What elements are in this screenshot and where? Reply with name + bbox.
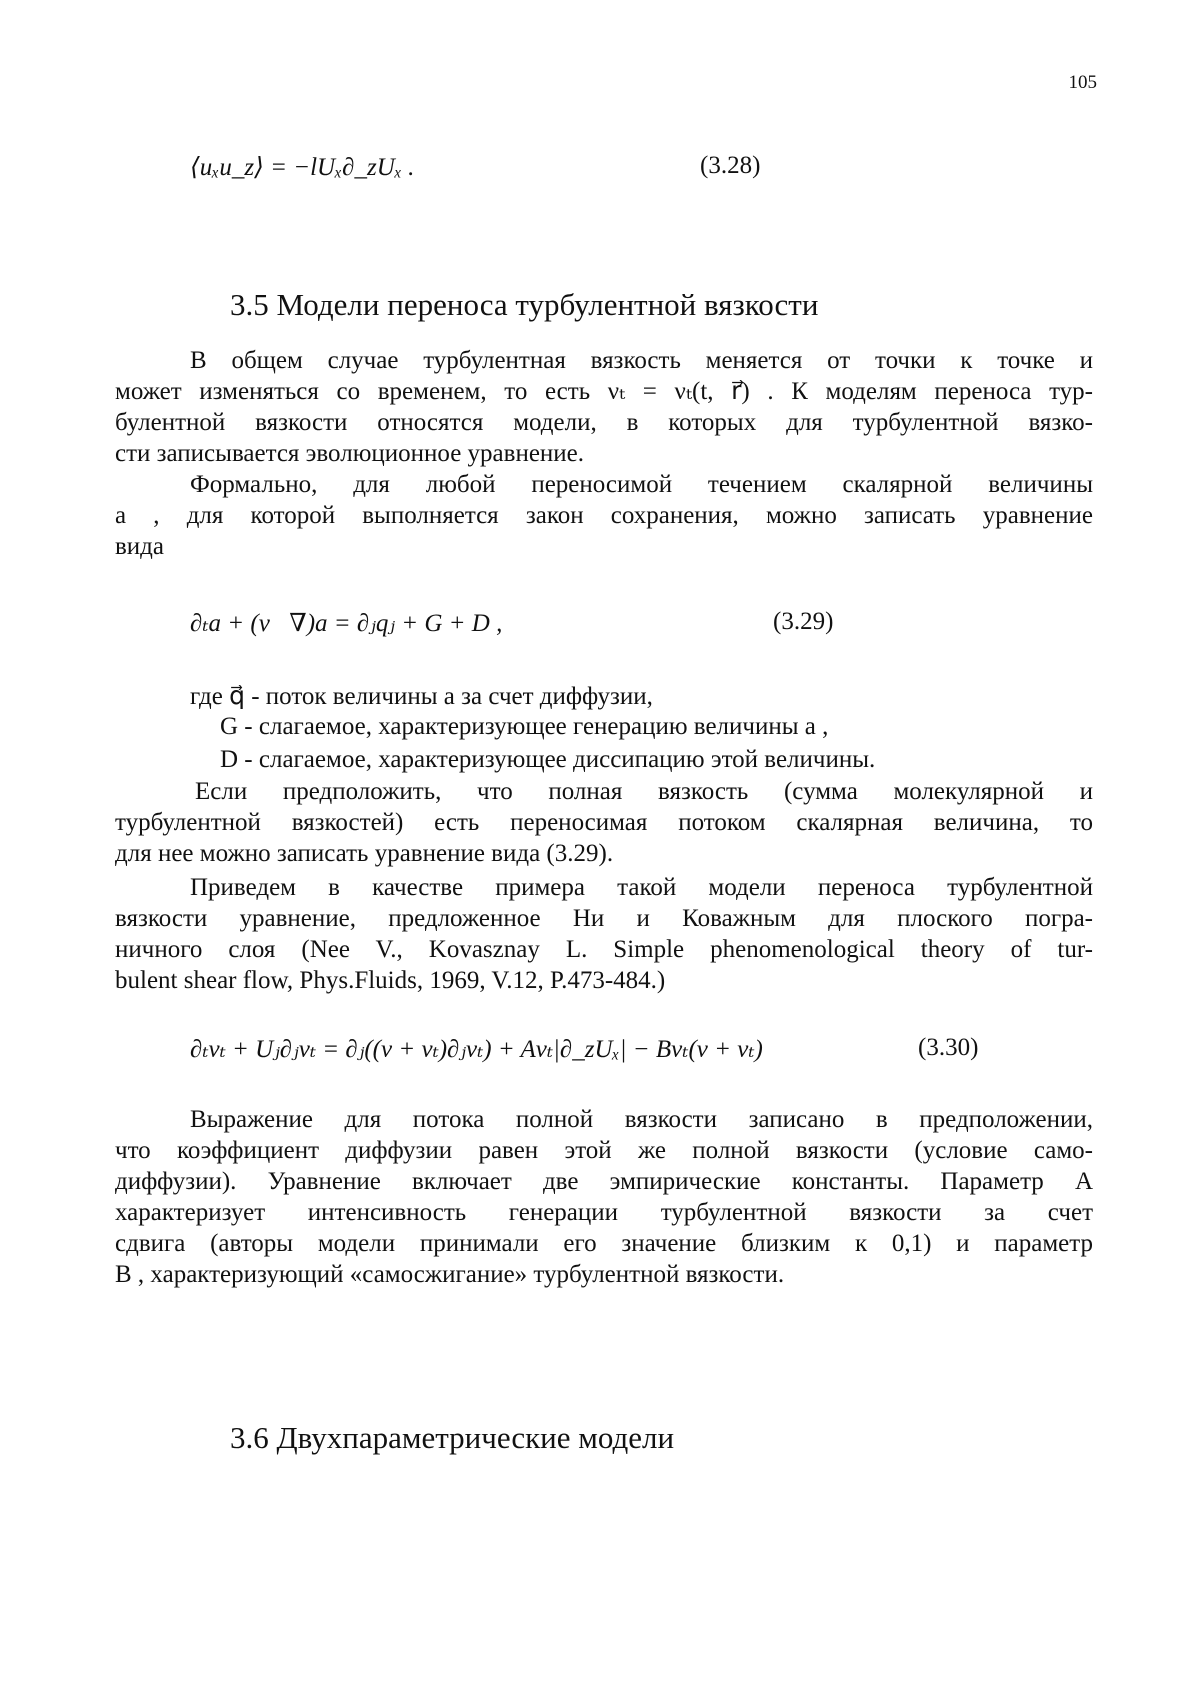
paragraph-1	[115, 345, 1093, 469]
paragraph-5-line: сдвига (авторы модели принимали его значение близким к 0,1) и параметр	[115, 1230, 1093, 1257]
paragraph-4-line: Приведем в качестве примера такой модели переноса турбулентной	[190, 874, 1093, 901]
paragraph-3-line: Если предположить, что полная вязкость (сумма молекулярной и	[195, 778, 1093, 805]
equation-3-30	[190, 1034, 763, 1064]
paragraph-1-line: булентной вязкости относятся модели, в которых для турбулентной вязко-	[115, 409, 1093, 436]
paragraph-4-line: bulent shear flow, Phys.Fluids, 1969, V.12, P.473-484.)	[115, 967, 666, 994]
paragraph-3-line: для нее можно записать уравнение вида (3.29).	[115, 840, 614, 867]
paragraph-5	[115, 1104, 1093, 1290]
equation-3-29-number: (3.29)	[773, 608, 834, 635]
paragraph-2-line: a , для которой выполняется закон сохранения, можно записать уравнение	[115, 502, 1093, 529]
paragraph-4-line: ничного слоя (Nee V., Kovasznay L. Simple phenomenological theory of tur-	[115, 936, 1093, 963]
paragraph-5-line: B , характеризующий «самосжигание» турбулентной вязкости.	[115, 1261, 785, 1288]
paragraph-1-line: может изменяться со временем, то есть νₜ = νₜ(t, r⃗) . К моделям переноса тур-	[115, 378, 1093, 405]
paragraph-5-line: характеризует интенсивность генерации турбулентной вязкости за счет	[115, 1199, 1093, 1226]
paragraph-2	[115, 469, 1093, 562]
definition-q: где q⃗ - поток величины a за счет диффузии,	[190, 683, 653, 710]
paragraph-2-line: Формально, для любой переносимой течением скалярной величины	[190, 471, 1093, 498]
paragraph-5-line: что коэффициент диффузии равен этой же полной вязкости (условие само-	[115, 1137, 1093, 1164]
paragraph-5-line: диффузии). Уравнение включает две эмпирические константы. Параметр A	[115, 1168, 1093, 1195]
paragraph-2-line: вида	[115, 533, 164, 560]
paragraph-4	[115, 872, 1093, 996]
paragraph-1-line: сти записывается эволюционное уравнение.	[115, 440, 585, 467]
paragraph-3-line: турбулентной вязкостей) есть переносимая потоком скалярная величина, то	[115, 809, 1093, 836]
paragraph-1-line: В общем случае турбулентная вязкость меняется от точки к точке и	[190, 347, 1093, 374]
equation-3-28	[190, 152, 414, 182]
equation-3-30-body: ∂ₜνₜ + Uⱼ∂ⱼνₜ = ∂ⱼ((ν + νₜ)∂ⱼνₜ) + Aνₜ|∂_zUₓ| − Bνₜ(ν + νₜ)	[190, 1036, 763, 1063]
equation-3-30-number: (3.30)	[918, 1034, 979, 1061]
equation-3-29	[190, 608, 502, 638]
paragraph-5-line: Выражение для потока полной вязкости записано в предположении,	[190, 1106, 1093, 1133]
equation-3-28-body: ⟨uₓu_z⟩ = −lUₓ∂_zUₓ .	[190, 154, 415, 181]
definition-g: G - слагаемое, характеризующее генерацию величины a ,	[220, 713, 829, 740]
definition-d: D - слагаемое, характеризующее диссипацию этой величины.	[220, 746, 876, 773]
paragraph-4-line: вязкости уравнение, предложенное Ни и Коважным для плоского погра-	[115, 905, 1093, 932]
equation-3-28-number: (3.28)	[700, 152, 761, 179]
section-3-5-heading: 3.5 Модели переноса турбулентной вязкости	[230, 287, 819, 322]
paragraph-3	[115, 776, 1093, 869]
section-3-6-heading: 3.6 Двухпараметрические модели	[230, 1420, 675, 1455]
equation-3-29-body: ∂ₜa + (v⃗∇)a = ∂ⱼqⱼ + G + D ,	[190, 610, 503, 637]
page-number: 105	[1068, 72, 1097, 93]
